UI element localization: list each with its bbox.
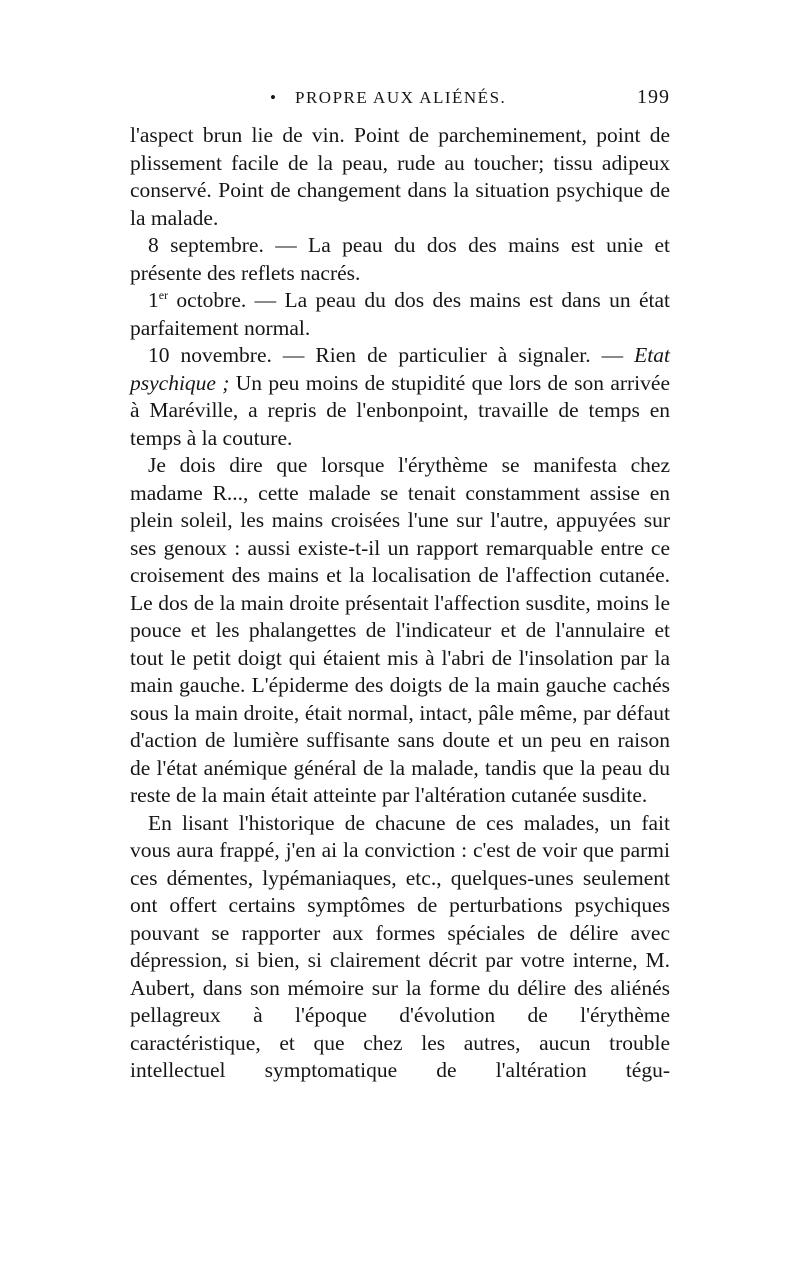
- paragraph-continuation: l'aspect brun lie de vin. Point de parcheminement, point de plissement facile de la peau, rude au toucher; tissu adipeux conservé. Point de changement dans la situation psychique de la malade.: [130, 123, 670, 230]
- paragraph-je-dois-dire: Je dois dire que lorsque l'érythème se manifesta chez madame R..., cette malade se tenait constamment assise en plein soleil, les mains croisées l'une sur l'autre, appuyées sur ses genoux : aussi existe-t-il un rapport remarquable entre ce croisement des mains et la localisation de l'affection cutanée. Le dos de la main droite présentait l'affection susdite, moins le pouce et les phalangettes de l'indicateur et de l'annulaire et tout le petit doigt qui étaient mis à l'abri de l'insolation par la main gauche. L'épiderme des doigts de la main gauche cachés sous la main droite, était normal, intact, pâle même, par défaut d'action de lumière suffisante sans doute et un peu en raison de l'état anémique général de la malade, tandis que la peau du reste de la main était atteinte par l'altération cutanée susdite.: [130, 453, 670, 807]
- ordinal-suffix: er: [158, 288, 169, 302]
- page-number: 199: [637, 86, 670, 108]
- running-title: PROPRE AUX ALIÉNÉS.: [295, 88, 507, 107]
- paragraph-10-novembre-text: Un peu moins de stupidité que lors de son arrivée à Maréville, a repris de l'enbonpoint, travaille de temps en temps à la couture.: [130, 370, 670, 450]
- header-bullet: •: [270, 88, 278, 107]
- paragraph-8-septembre: 8 septembre. — La peau du dos des mains est unie et présente des reflets nacrés.: [130, 233, 670, 285]
- paragraph-en-lisant: En lisant l'historique de chacune de ces malades, un fait vous aura frappé, j'en ai la conviction : c'est de voir que parmi ces démentes, lypémaniaques, etc., quelques-unes seulement ont offert certains symptômes de perturbations psychiques pouvant se rapporter aux formes spéciales de délire avec dépression, si bien, si clairement décrit par votre interne, M. Aubert, dans son mémoire sur la forme du délire des aliénés pellagreux à l'époque d'évolution de l'érythème caractéristique, et que chez les autres, aucun trouble intellectuel symptomatique de l'altération tégu-: [130, 810, 670, 1082]
- running-header: [130, 88, 670, 118]
- paragraph-1er-octobre: [130, 287, 670, 342]
- ordinal-number: 1: [148, 288, 159, 312]
- page-body: [130, 122, 670, 1085]
- etat-psychique-label: Etat psychique ;: [130, 343, 670, 395]
- paragraph-1er-octobre-text: octobre. — La peau du dos des mains est dans un état parfaitement normal.: [130, 288, 670, 340]
- paragraph-10-novembre-lead: 10 novembre. — Rien de particulier à signaler. —: [148, 343, 635, 367]
- paragraph-10-novembre: [130, 342, 670, 452]
